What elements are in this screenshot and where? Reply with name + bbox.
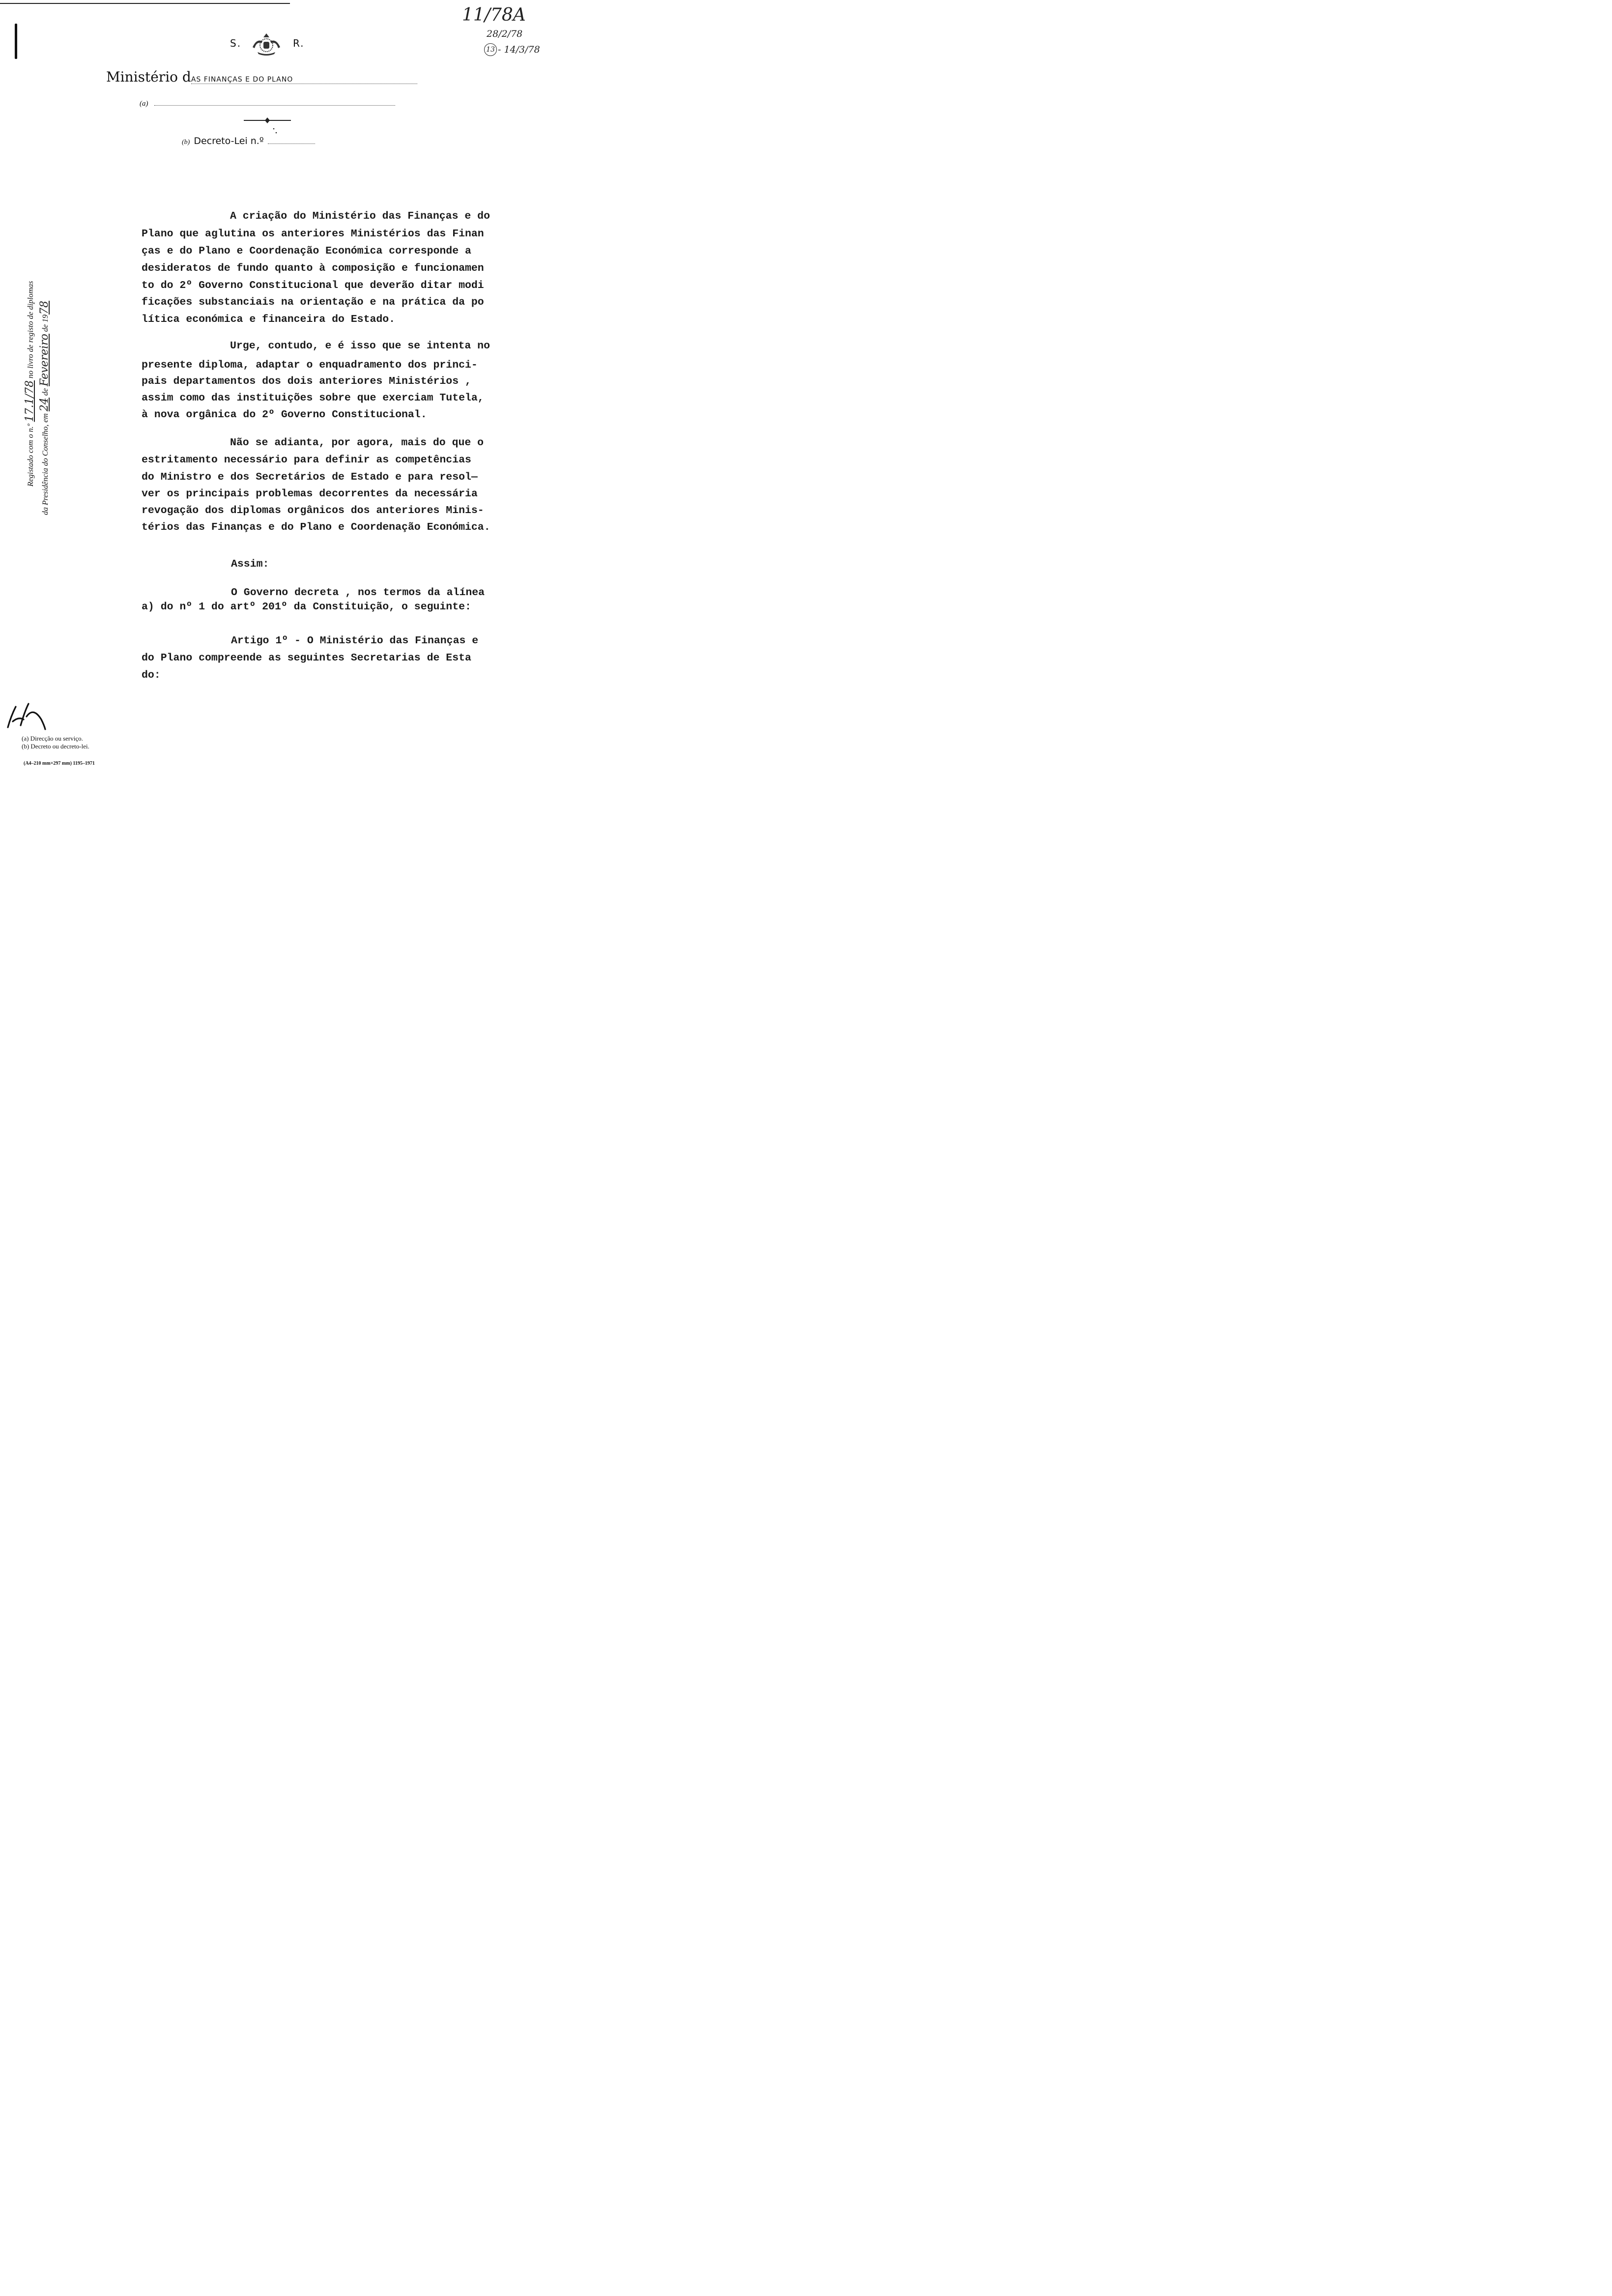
paragraph-line: à nova orgânica do 2º Governo Constitucional. xyxy=(142,409,427,421)
header-ornament xyxy=(243,116,292,136)
paragraph-line: presente diploma, adaptar o enquadramento dos princi- xyxy=(142,359,478,371)
decree-number-line xyxy=(268,138,315,144)
paragraph-line: Urge, contudo, e é isso que se intenta no xyxy=(230,340,490,352)
footnote-b: (b) Decreto ou decreto-lei. xyxy=(22,743,89,750)
decree-line xyxy=(182,136,315,146)
paragraph-line: ver os principais problemas decorrentes da necessária xyxy=(142,488,478,500)
registration-note-line1: Registado com o n.º 17.1/78 no livro de registo de diplomas xyxy=(24,281,36,487)
field-a-line xyxy=(154,99,395,106)
paragraph-line: desideratos de fundo quanto à composição e funcionamen xyxy=(142,262,484,274)
paragraph-line: A criação do Ministério das Finanças e do xyxy=(230,210,490,222)
paragraph-line: a) do nº 1 do artº 201º da Constituição, o seguinte: xyxy=(142,601,471,613)
header-left-letter: S. xyxy=(230,37,242,49)
field-a xyxy=(140,99,395,108)
print-reference: (A4–210 mm×297 mm) 1195–1971 xyxy=(24,761,95,766)
paragraph-line: Plano que aglutina os anteriores Ministérios das Finan xyxy=(142,228,484,240)
binding-mark xyxy=(15,24,17,59)
circled-number-stamp: 13 - 14/3/78 xyxy=(484,43,540,56)
field-b-label: (b) xyxy=(182,139,190,146)
field-a-label: (a) xyxy=(140,100,148,108)
decree-label: Decreto-Lei n.º xyxy=(194,136,264,146)
paragraph-line: revogação dos diplomas orgânicos dos anteriores Minis- xyxy=(142,505,484,517)
paragraph-line: estritamento necessário para definir as competências xyxy=(142,454,471,466)
paragraph-line: assim como das instituições sobre que exerciam Tutela, xyxy=(142,392,484,404)
assim-heading: Assim: xyxy=(231,558,269,570)
paragraph-line: ças e do Plano e Coordenação Económica corresponde a xyxy=(142,245,471,257)
paragraph-line: to do 2º Governo Constitucional que deverão ditar modi xyxy=(142,280,484,291)
ministry-prefix: Ministério d xyxy=(106,69,191,85)
header-right-letter: R. xyxy=(293,37,305,49)
paragraph-line: ficações substanciais na orientação e na prática da po xyxy=(142,296,484,308)
paragraph-line: pais departamentos dos dois anteriores Ministérios , xyxy=(142,375,471,387)
paragraph-line: térios das Finanças e do Plano e Coordenação Económica. xyxy=(142,521,490,533)
paragraph-line: lítica económica e financeira do Estado. xyxy=(142,314,396,325)
paragraph-line: Artigo 1º - O Ministério das Finanças e xyxy=(231,635,479,647)
date-stamp: 28/2/78 xyxy=(487,29,523,39)
ref-number-stamp: 11/78A xyxy=(462,5,526,25)
paragraph-line: do Plano compreende as seguintes Secretarias de Esta xyxy=(142,652,471,664)
footnote-a: (a) Direcção ou serviço. xyxy=(22,735,83,742)
coat-of-arms-emblem xyxy=(250,32,283,57)
ministry-title xyxy=(106,69,417,85)
paragraph-line: do Ministro e dos Secretários de Estado e para resol— xyxy=(142,471,478,483)
paragraph-line: Não se adianta, por agora, mais do que o xyxy=(230,437,484,449)
top-rule xyxy=(0,3,290,4)
paragraph-line: O Governo decreta , nos termos da alínea xyxy=(231,587,485,599)
registration-note-line2: da Presidência do Conselho, em 24 de Fevereiro de 1978 xyxy=(38,300,51,515)
ministry-fill-field: AS FINANÇAS E DO PLANO xyxy=(191,76,417,84)
paragraph-line: do: xyxy=(142,669,161,681)
handwritten-initials xyxy=(4,697,53,732)
